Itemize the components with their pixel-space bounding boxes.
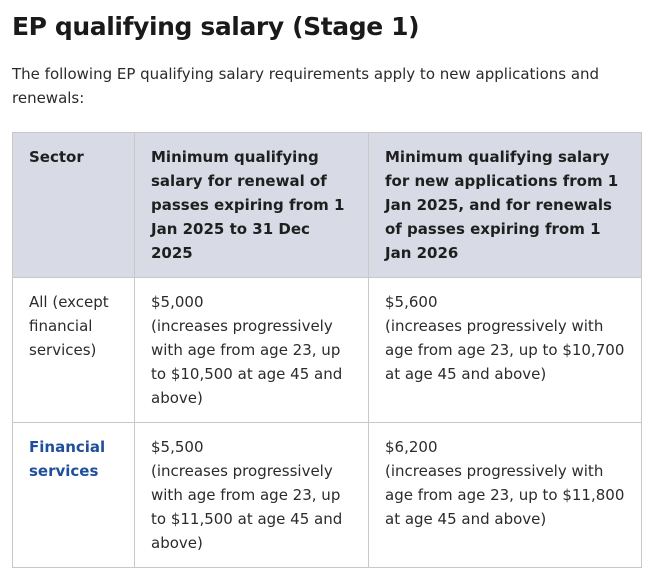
new-application-salary-cell	[369, 423, 642, 568]
intro-paragraph: The following EP qualifying salary requirements apply to new applications and renewals:	[12, 65, 600, 107]
renewal-salary-cell	[135, 278, 369, 423]
salary-amount: $5,000	[151, 293, 204, 311]
salary-note: (increases progressively with age from age 23, up to $10,500 at age 45 and above)	[151, 317, 343, 407]
table-row	[13, 423, 642, 568]
table-body	[13, 278, 642, 568]
header-renewal-salary: Minimum qualifying salary for renewal of passes expiring from 1 Jan 2025 to 31 Dec 2025	[135, 133, 369, 278]
salary-note: (increases progressively with age from age 23, up to $11,500 at age 45 and above)	[151, 462, 343, 552]
header-new-application-salary: Minimum qualifying salary for new applications from 1 Jan 2025, and for renewals of passes expiring from 1 Jan 2026	[369, 133, 642, 278]
header-sector: Sector	[13, 133, 135, 278]
financial-services-link[interactable]: Financial services	[29, 438, 106, 480]
header-row	[13, 133, 642, 278]
new-application-salary-cell	[369, 278, 642, 423]
table-row	[13, 278, 642, 423]
sector-cell	[13, 278, 135, 423]
renewal-salary-cell	[135, 423, 369, 568]
qualifying-salary-table	[12, 132, 642, 568]
sector-cell	[13, 423, 135, 568]
salary-note: (increases progressively with age from age 23, up to $10,700 at age 45 and above)	[385, 317, 625, 383]
sector-label: All (except financial services)	[29, 293, 109, 359]
table-header	[13, 133, 642, 278]
salary-note: (increases progressively with age from age 23, up to $11,800 at age 45 and above)	[385, 462, 625, 528]
salary-amount: $6,200	[385, 438, 438, 456]
page-title: EP qualifying salary (Stage 1)	[12, 12, 420, 41]
salary-amount: $5,600	[385, 293, 438, 311]
salary-amount: $5,500	[151, 438, 204, 456]
